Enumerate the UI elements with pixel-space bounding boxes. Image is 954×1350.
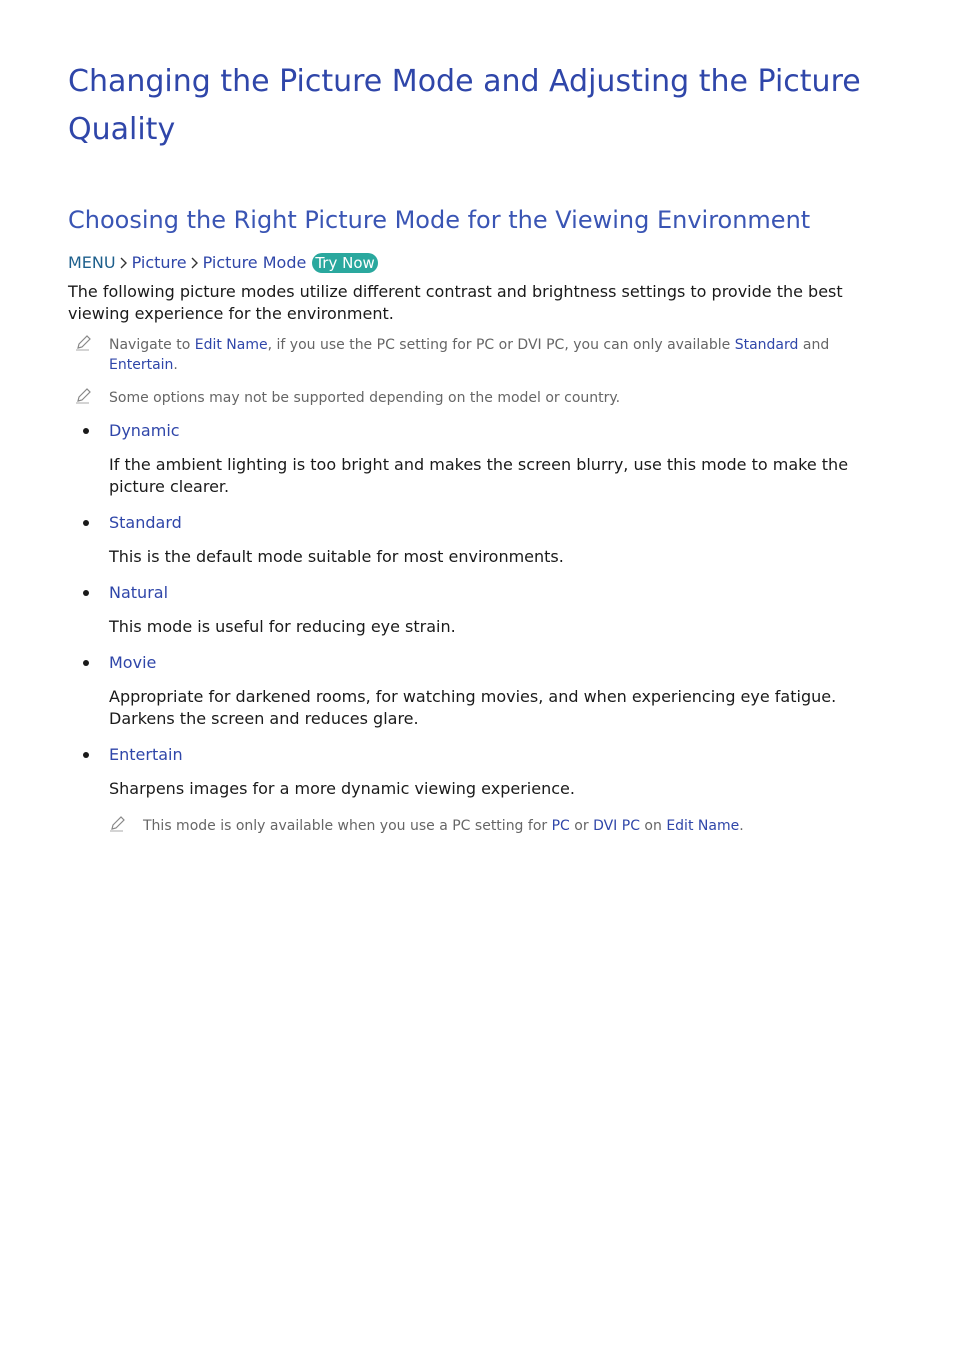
bullet-icon bbox=[83, 752, 89, 758]
mode-title-entertain: Entertain bbox=[109, 745, 183, 764]
bullet-icon bbox=[83, 590, 89, 596]
chevron-right-icon bbox=[116, 251, 132, 275]
ref-standard: Standard bbox=[734, 337, 799, 353]
intro-paragraph: The following picture modes utilize different contrast and brightness settings to provide the best viewing experience for the environment. bbox=[68, 282, 843, 323]
note-edit-name: Navigate to Edit Name, if you use the PC setting for PC or DVI PC, you can only available Standard and Entertain. bbox=[109, 337, 830, 373]
nav-picture-mode: Picture Mode bbox=[202, 253, 307, 272]
mode-desc-natural: This mode is useful for reducing eye strain. bbox=[109, 617, 456, 636]
section-title: Choosing the Right Picture Mode for the Viewing Environment bbox=[68, 206, 811, 234]
pencil-icon bbox=[75, 334, 93, 352]
ref-edit-name: Edit Name bbox=[194, 337, 268, 353]
mode-desc-standard: This is the default mode suitable for most environments. bbox=[109, 547, 564, 566]
ref-edit-name: Edit Name bbox=[666, 818, 740, 834]
nav-picture: Picture bbox=[131, 253, 187, 272]
mode-desc-dynamic: If the ambient lighting is too bright and makes the screen blurry, use this mode to make the picture clearer. bbox=[109, 455, 849, 496]
bullet-icon bbox=[83, 520, 89, 526]
mode-desc-movie: Appropriate for darkened rooms, for watching movies, and when experiencing eye fatigue. Darkens the screen and reduces glare. bbox=[109, 687, 837, 728]
bullet-icon bbox=[83, 660, 89, 666]
note-availability: Some options may not be supported depending on the model or country. bbox=[109, 390, 621, 406]
mode-desc-entertain: Sharpens images for a more dynamic viewing experience. bbox=[109, 779, 575, 798]
try-now-button[interactable]: Try Now bbox=[312, 253, 377, 273]
chevron-right-icon bbox=[187, 251, 203, 275]
nav-menu: MENU bbox=[68, 253, 116, 272]
ref-entertain: Entertain bbox=[109, 357, 174, 373]
mode-title-movie: Movie bbox=[109, 653, 157, 672]
pencil-icon bbox=[75, 387, 93, 405]
pencil-icon bbox=[109, 815, 127, 833]
ref-dvi-pc: DVI PC bbox=[593, 818, 640, 834]
page-title: Changing the Picture Mode and Adjusting the Picture Quality bbox=[68, 64, 861, 147]
mode-title-dynamic: Dynamic bbox=[109, 421, 180, 440]
mode-title-natural: Natural bbox=[109, 583, 169, 602]
ref-pc: PC bbox=[551, 818, 570, 834]
menu-path bbox=[68, 251, 378, 275]
bullet-icon bbox=[83, 428, 89, 434]
note-pc-setting: This mode is only available when you use a PC setting for PC or DVI PC on Edit Name. bbox=[143, 818, 744, 834]
mode-title-standard: Standard bbox=[109, 513, 182, 532]
